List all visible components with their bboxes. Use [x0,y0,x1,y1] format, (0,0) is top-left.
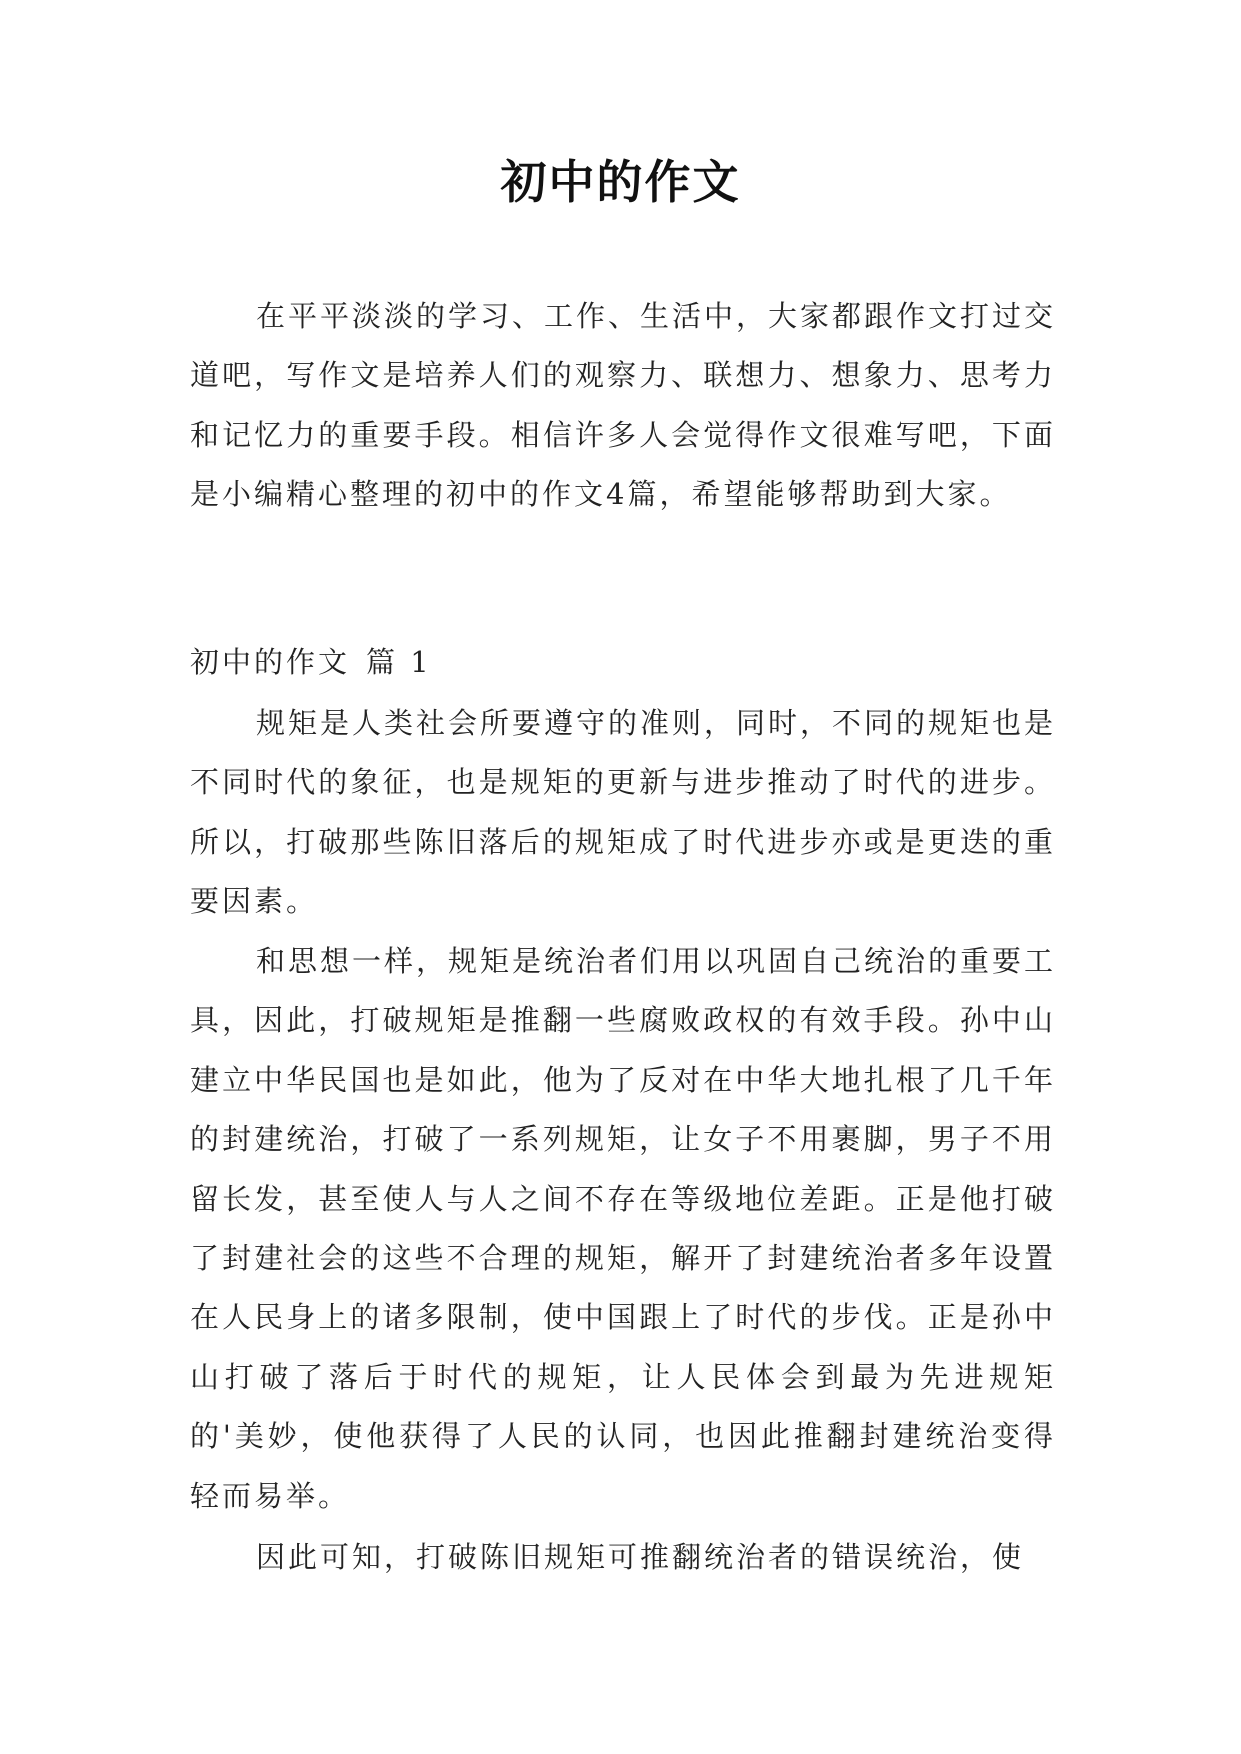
body-paragraph-1: 规矩是人类社会所要遵守的准则，同时，不同的规矩也是不同时代的象征，也是规矩的更新与进步推动了时代的进步。所以，打破那些陈旧落后的规矩成了时代进步亦或是更迭的重要因素。 [190,706,1057,919]
section-heading-name: 初中的作文 [190,645,351,679]
body-paragraph-2: 和思想一样，规矩是统治者们用以巩固自己统治的重要工具，因此，打破规矩是推翻一些腐败政权的有效手段。孙中山建立中华民国也是如此，他为了反对在中华大地扎根了几千年的封建统治，打破了一系列规矩，让女子不用裹脚，男子不用留长发，甚至使人与人之间不存在等级地位差距。正是他打破了封建社会的这些不合理的规矩，解开了封建统治者多年设置在人民身上的诸多限制，使中国跟上了时代的步伐。正是孙中山打破了落后于时代的规矩，让人民体会到最为先进规矩的'美妙，使他获得了人民的认同，也因此推翻封建统治变得轻而易举。 [190,944,1057,1513]
section-heading-number: 篇 1 [366,645,432,679]
section-heading [190,642,432,682]
intro-paragraph: 在平平淡淡的学习、工作、生活中，大家都跟作文打过交道吧，写作文是培养人们的观察力、联想力、想象力、思考力和记忆力的重要手段。相信许多人会觉得作文很难写吧，下面是小编精心整理的初中的作文4篇，希望能够帮助到大家。 [190,299,1057,512]
body-paragraph-3: 因此可知，打破陈旧规矩可推翻统治者的错误统治，使 [256,1540,1025,1574]
document-title: 初中的作文 [500,155,741,209]
